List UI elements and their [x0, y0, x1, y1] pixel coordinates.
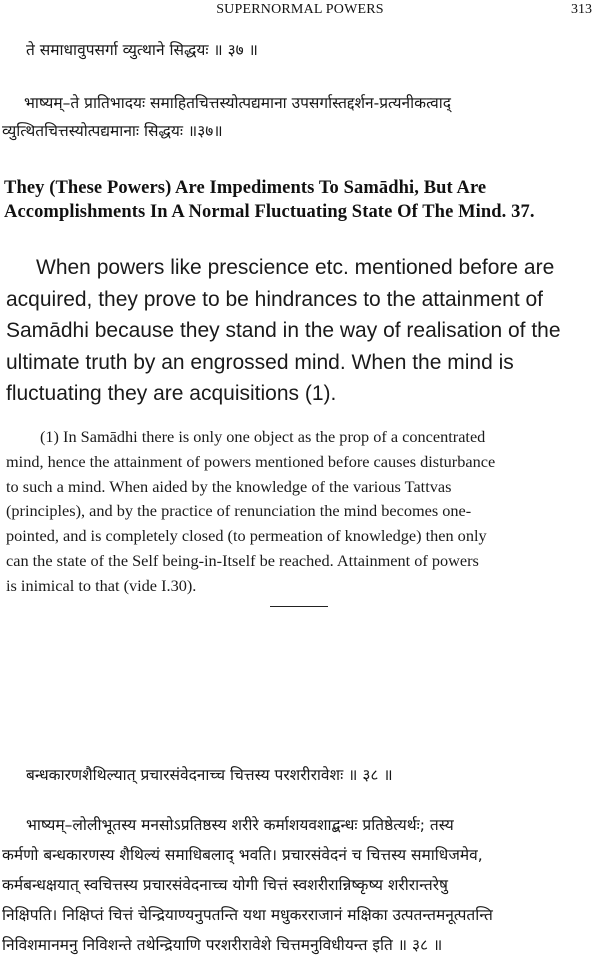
- footnote-line: pointed, and is completely closed (to permeation of knowledge) then only: [6, 526, 487, 546]
- commentary-line: ultimate truth by an engrossed mind. When the mind is: [6, 350, 514, 374]
- bhashya-37-line: व्युत्थितचित्तस्योत्पद्यमानाः सिद्धयः ॥३७॥: [2, 122, 223, 140]
- running-header: SUPERNORMAL POWERS: [216, 2, 384, 17]
- bhashya-38-line: निक्षिपति। निक्षिप्तं चित्तं चेन्द्रियाण्यनुपतन्ति यथा मधुकरराजानं मक्षिका उत्पतन्तमनूत्पतन्ति: [2, 906, 493, 924]
- bhashya-38-line: निविशमानमनु निविशन्ते तथेन्द्रियाणि परशरीरावेशे चित्तमनुविधीयन्त इति ॥ ३८ ॥: [2, 936, 443, 954]
- footnote-line: (1) In Samādhi there is only one object as the prop of a concentrated: [40, 427, 486, 446]
- sutra-38: बन्धकारणशैथिल्यात् प्रचारसंवेदनाच्च चित्तस्य परशरीरावेशः ॥ ३८ ॥: [26, 766, 393, 784]
- footnote-line: can the state of the Self being-in-Itself be reached. Attainment of powers: [6, 550, 479, 570]
- commentary-line: acquired, they prove to be hindrances to the attainment of: [6, 287, 544, 311]
- footnote-line: to such a mind. When aided by the knowledge of the various Tattvas: [6, 476, 452, 496]
- bhashya-38-line: कर्मणो बन्धकारणस्य शैथिल्यं समाधिबलाद् भवति। प्रचारसंवेदनं च चित्तस्य समाधिजमेव,: [2, 846, 483, 864]
- sutra-37-translation: [4, 176, 592, 224]
- footnote-line: is inimical to that (vide I.30).: [6, 575, 197, 595]
- commentary-line: Samādhi because they stand in the way of realisation of the: [6, 319, 561, 342]
- translation-line: They (These Powers) Are Impediments To Samādhi, But Are: [4, 178, 487, 198]
- commentary-37: [6, 252, 594, 410]
- page-number: 313: [571, 2, 592, 17]
- footnote-line: mind, hence the attainment of powers mentioned before causes disturbance: [6, 451, 496, 471]
- commentary-line: fluctuating they are acquisitions (1).: [6, 382, 337, 405]
- commentary-line: When powers like prescience etc. mentioned before are: [36, 256, 555, 279]
- translation-line: Accomplishments In A Normal Fluctuating State Of The Mind. 37.: [4, 202, 535, 222]
- bhashya-38-line: भाष्यम्–लोलीभूतस्य मनसोऽप्रतिष्ठस्य शरीरे कर्माशयवशाद्बन्धः प्रतिष्ठेत्यर्थः; तस्य: [26, 816, 454, 834]
- section-divider: [270, 606, 328, 607]
- bhashya-37-line: भाष्यम्–ते प्रातिभादयः समाहितचित्तस्योत्पद्यमाना उपसर्गास्तद्दर्शन-प्रत्यनीकत्वाद्: [24, 94, 452, 112]
- footnote-37: [6, 425, 594, 599]
- bhashya-38-line: कर्मबन्धक्षयात् स्वचित्तस्य प्रचारसंवेदनाच्च योगी चित्तं स्वशरीरान्निष्कृष्य शरीरान्तरेषु: [2, 876, 449, 894]
- footnote-line: (principles), and by the practice of renunciation the mind becomes one-: [6, 501, 472, 521]
- sutra-37: ते समाधावुपसर्गा व्युत्थाने सिद्धयः ॥ ३७ ॥: [26, 41, 258, 59]
